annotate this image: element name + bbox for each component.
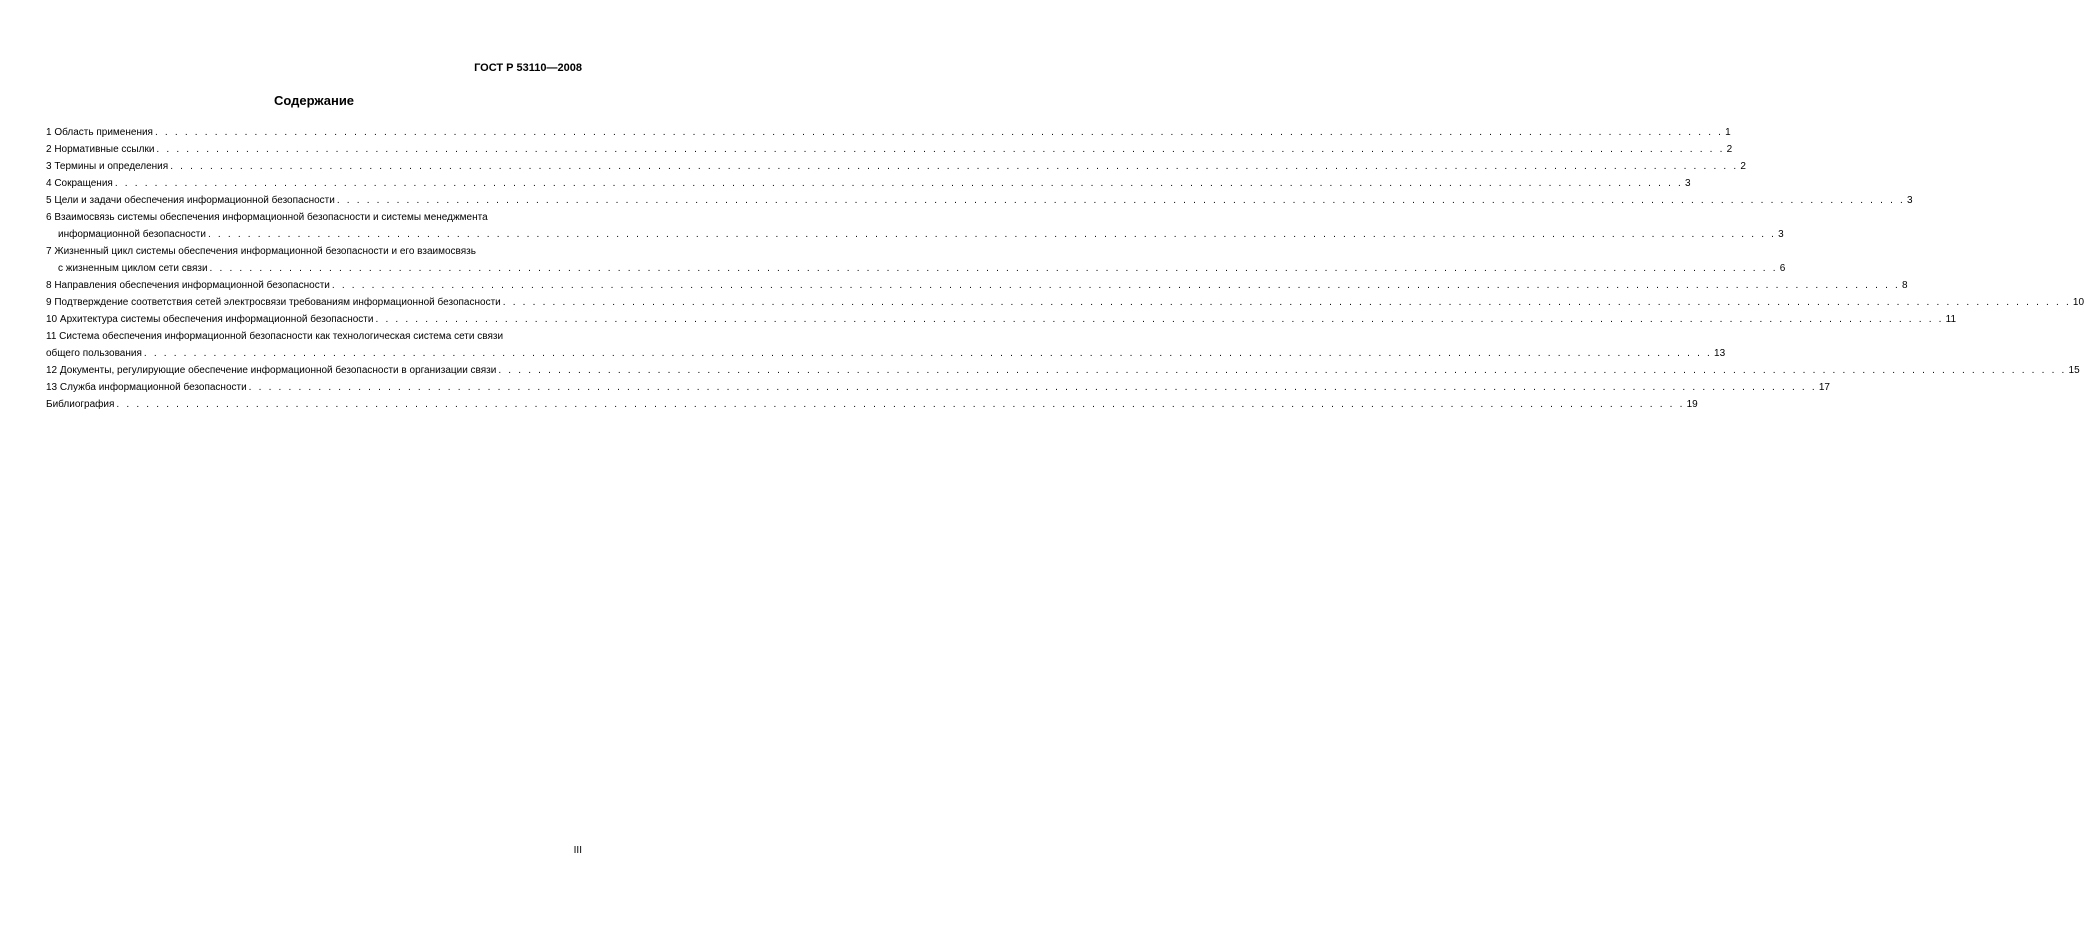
toc-entry-8[interactable]: [46, 277, 1908, 294]
toc-entry-page: 1: [1725, 127, 1731, 138]
toc-entry-page: 15: [2068, 365, 2080, 376]
toc-entry-text: 6 Взаимосвязь системы обеспечения информационной безопасности и системы менеджмента: [46, 212, 488, 223]
dot-leader: [170, 158, 1738, 175]
toc-entry-9[interactable]: [46, 294, 2084, 311]
dot-leader: [156, 141, 1724, 158]
toc-entry-6[interactable]: [46, 209, 1784, 243]
dot-leader: [332, 277, 1900, 294]
toc-entry-page: 8: [1902, 280, 1908, 291]
toc-entry-page: 10: [2072, 297, 2084, 308]
toc-entry-text: 11 Система обеспечения информационной безопасности как технологическая система сети связи: [46, 331, 504, 342]
toc-entry-page: 2: [1726, 144, 1733, 155]
toc-entry-text-cont: с жизненным циклом сети связи: [58, 263, 208, 274]
toc-entry-page: 13: [1714, 348, 1726, 359]
toc-entry-text: 10 Архитектура системы обеспечения информационной безопасности: [46, 314, 374, 325]
toc-entry-text: 3 Термины и определения: [46, 161, 169, 172]
toc-entry-page: 17: [1818, 382, 1830, 393]
dot-leader: [144, 345, 1712, 362]
toc-entry-text: 12 Документы, регулирующие обеспечение информационной безопасности в организации связи: [46, 365, 497, 376]
toc-entry-page: 6: [1779, 263, 1786, 274]
toc-entry-text-cont: общего пользования: [46, 348, 142, 359]
toc-entry-12[interactable]: [46, 362, 2080, 379]
dot-leader: [155, 124, 1723, 141]
dot-leader: [210, 260, 1778, 277]
toc-entry-2[interactable]: [46, 141, 1733, 158]
toc-entry-page: 19: [1686, 399, 1698, 410]
toc-entry-page: 3: [1685, 178, 1691, 189]
toc-entry-text: Библиография: [46, 399, 115, 410]
document-code: ГОСТ Р 53110—2008: [474, 62, 582, 74]
toc-entry-text-cont: информационной безопасности: [58, 229, 206, 240]
toc-entry-page: 2: [1740, 161, 1746, 172]
toc-entry-text: 7 Жизненный цикл системы обеспечения информационной безопасности и его взаимосвязь: [46, 246, 476, 257]
toc-entry-bibliography[interactable]: [46, 396, 1698, 413]
dot-leader: [115, 175, 1683, 192]
toc-entry-text: 13 Служба информационной безопасности: [46, 382, 247, 393]
dot-leader: [208, 226, 1776, 243]
dot-leader: [498, 362, 2066, 379]
dot-leader: [337, 192, 1905, 209]
toc-entry-10[interactable]: [46, 311, 1957, 328]
toc-entry-1[interactable]: [46, 124, 1731, 141]
toc-entry-5[interactable]: [46, 192, 1913, 209]
toc-entry-4[interactable]: [46, 175, 1691, 192]
table-of-contents: [46, 124, 2084, 413]
toc-entry-text: 8 Направления обеспечения информационной безопасности: [46, 280, 330, 291]
toc-entry-7[interactable]: [46, 243, 1786, 277]
toc-title: Содержание: [273, 93, 355, 108]
page-number: III: [573, 845, 582, 856]
toc-entry-text: 5 Цели и задачи обеспечения информационной безопасности: [46, 195, 335, 206]
toc-entry-11[interactable]: [46, 328, 1726, 362]
toc-entry-text: 9 Подтверждение соответствия сетей электросвязи требованиям информационной безопасности: [46, 297, 501, 308]
toc-entry-text: 4 Сокращения: [46, 178, 113, 189]
toc-entry-text: 1 Область применения: [46, 127, 153, 138]
toc-entry-page: 3: [1778, 229, 1784, 240]
toc-entry-13[interactable]: [46, 379, 1830, 396]
dot-leader: [375, 311, 1943, 328]
dot-leader: [249, 379, 1817, 396]
dot-leader: [503, 294, 2071, 311]
toc-entry-page: 3: [1907, 195, 1913, 206]
toc-entry-3[interactable]: [46, 158, 1746, 175]
toc-entry-text: 2 Нормативные ссылки: [46, 144, 155, 155]
toc-entry-page: 11: [1945, 314, 1957, 325]
dot-leader: [116, 396, 1684, 413]
